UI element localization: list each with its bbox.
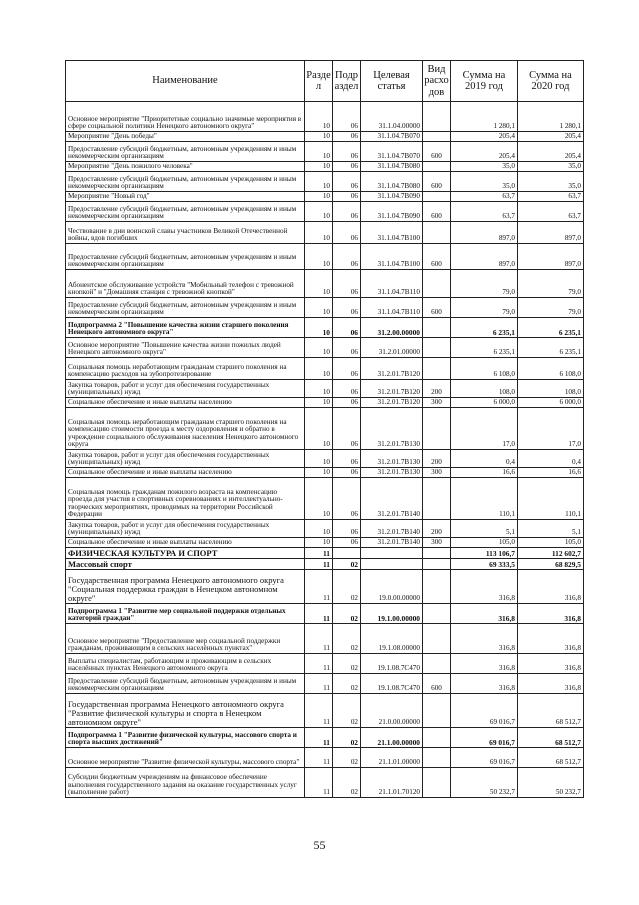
row-vid bbox=[423, 748, 451, 768]
row-podrazdel: 02 bbox=[333, 654, 361, 674]
row-vid bbox=[423, 132, 451, 142]
header-podrazdel: Подр аздел bbox=[333, 61, 361, 102]
table-row bbox=[66, 244, 584, 270]
row-razdel: 10 bbox=[305, 298, 333, 318]
row-name: Социальное обеспечение и иные выплаты населению bbox=[66, 398, 305, 408]
row-name: Основное мероприятие "Повышение качества жизни пожилых людей Ненецкого автономного округа" bbox=[66, 338, 305, 358]
row-podrazdel: 02 bbox=[333, 674, 361, 694]
row-target: 31.1.04.7В110 bbox=[361, 298, 423, 318]
header-sum-2019: Сумма на 2019 год bbox=[451, 61, 518, 102]
row-target: 31.2.01.7В140 bbox=[361, 538, 423, 548]
row-target: 31.2.00.00000 bbox=[361, 318, 423, 338]
row-sum-2019: 6 108,0 bbox=[451, 358, 518, 380]
row-sum-2019: 113 106,7 bbox=[451, 548, 518, 559]
table-row bbox=[66, 172, 584, 192]
table-row bbox=[66, 624, 584, 654]
table-row bbox=[66, 674, 584, 694]
row-razdel: 10 bbox=[305, 162, 333, 172]
row-name: Социальная помощь неработающим гражданам старшего поколения на компенсацию расходов на зубопротезирование bbox=[66, 358, 305, 380]
row-target: 31.1.04.7В090 bbox=[361, 192, 423, 202]
row-podrazdel: 06 bbox=[333, 450, 361, 468]
row-podrazdel: 06 bbox=[333, 538, 361, 548]
row-sum-2020: 205,4 bbox=[518, 132, 584, 142]
row-target: 31.1.04.7В080 bbox=[361, 172, 423, 192]
header-name: Наименование bbox=[66, 61, 305, 102]
row-podrazdel: 06 bbox=[333, 520, 361, 538]
row-name: Абонентское обслуживание устройств "Мобильный телефон с тревожной кнопкой" и "Домашняя станция с тревожной кнопкой" bbox=[66, 270, 305, 298]
row-razdel: 11 bbox=[305, 654, 333, 674]
row-razdel: 10 bbox=[305, 338, 333, 358]
row-target: 19.1.08.00000 bbox=[361, 624, 423, 654]
row-vid bbox=[423, 338, 451, 358]
header-target: Целевая статья bbox=[361, 61, 423, 102]
row-vid bbox=[423, 570, 451, 604]
row-target: 31.1.04.7В100 bbox=[361, 222, 423, 244]
row-vid bbox=[423, 162, 451, 172]
row-razdel: 11 bbox=[305, 674, 333, 694]
row-podrazdel: 06 bbox=[333, 380, 361, 398]
row-sum-2020: 17,0 bbox=[518, 408, 584, 450]
row-target: 31.1.04.00000 bbox=[361, 102, 423, 132]
table-row bbox=[66, 338, 584, 358]
row-name: Подпрограмма 1 "Развитие физической культуры, массового спорта и спорта высших достижений" bbox=[66, 728, 305, 748]
row-razdel: 10 bbox=[305, 380, 333, 398]
table-body bbox=[66, 102, 584, 798]
table-row bbox=[66, 570, 584, 604]
row-target: 31.2.01.7В130 bbox=[361, 468, 423, 478]
row-vid bbox=[423, 728, 451, 748]
row-target: 31.1.04.7В070 bbox=[361, 142, 423, 162]
row-podrazdel: 06 bbox=[333, 270, 361, 298]
row-vid: 600 bbox=[423, 202, 451, 222]
row-vid: 300 bbox=[423, 398, 451, 408]
table-row bbox=[66, 318, 584, 338]
row-sum-2020: 110,1 bbox=[518, 478, 584, 520]
row-sum-2020: 897,0 bbox=[518, 222, 584, 244]
row-sum-2020: 50 232,7 bbox=[518, 768, 584, 798]
row-podrazdel: 02 bbox=[333, 768, 361, 798]
row-podrazdel: 02 bbox=[333, 748, 361, 768]
row-sum-2019: 69 016,7 bbox=[451, 728, 518, 748]
row-name: Мероприятие "День победы" bbox=[66, 132, 305, 142]
row-target: 19.1.08.7С470 bbox=[361, 674, 423, 694]
row-razdel: 11 bbox=[305, 694, 333, 728]
row-podrazdel: 06 bbox=[333, 162, 361, 172]
row-sum-2019: 79,0 bbox=[451, 298, 518, 318]
row-sum-2019: 16,6 bbox=[451, 468, 518, 478]
row-podrazdel: 06 bbox=[333, 298, 361, 318]
row-sum-2019: 79,0 bbox=[451, 270, 518, 298]
row-razdel: 11 bbox=[305, 768, 333, 798]
row-vid bbox=[423, 654, 451, 674]
row-target: 31.1.04.7В070 bbox=[361, 132, 423, 142]
row-sum-2019: 6 235,1 bbox=[451, 318, 518, 338]
row-vid bbox=[423, 768, 451, 798]
row-sum-2020: 6 108,0 bbox=[518, 358, 584, 380]
row-name: Основное мероприятие "Развитие физической культуры, массового спорта" bbox=[66, 748, 305, 768]
row-sum-2020: 68 512,7 bbox=[518, 748, 584, 768]
row-target bbox=[361, 559, 423, 570]
table-row bbox=[66, 398, 584, 408]
row-sum-2019: 6 000,0 bbox=[451, 398, 518, 408]
row-vid: 600 bbox=[423, 298, 451, 318]
row-sum-2019: 63,7 bbox=[451, 202, 518, 222]
row-vid: 300 bbox=[423, 468, 451, 478]
row-name: Социальная помощь неработающим гражданам старшего поколения на компенсацию стоимости проезда к месту оздоровления и обратно в учреждение социального обслуживания населения Ненецкого автономного округа bbox=[66, 408, 305, 450]
row-sum-2020: 0,4 bbox=[518, 450, 584, 468]
row-name: Подпрограмма 1 "Развитие мер социальной поддержки отдельных категорий граждан" bbox=[66, 604, 305, 624]
row-podrazdel: 02 bbox=[333, 694, 361, 728]
row-sum-2019: 35,0 bbox=[451, 172, 518, 192]
row-sum-2019: 17,0 bbox=[451, 408, 518, 450]
row-name: Субсидии бюджетным учреждениям на финансовое обеспечение выполнения государственного задания на оказание государственных услуг (выполнение работ) bbox=[66, 768, 305, 798]
row-sum-2020: 79,0 bbox=[518, 270, 584, 298]
row-vid bbox=[423, 102, 451, 132]
row-podrazdel: 06 bbox=[333, 318, 361, 338]
row-sum-2020: 1 280,1 bbox=[518, 102, 584, 132]
row-podrazdel: 06 bbox=[333, 142, 361, 162]
row-podrazdel: 06 bbox=[333, 468, 361, 478]
row-target: 21.0.00.00000 bbox=[361, 694, 423, 728]
row-sum-2019: 897,0 bbox=[451, 244, 518, 270]
row-name: Предоставление субсидий бюджетным, автономным учреждениям и иным некоммерческим организациям bbox=[66, 298, 305, 318]
table-row bbox=[66, 132, 584, 142]
row-name: Государственная программа Ненецкого автономного округа "Социальная поддержка граждан в Ненецком автономном округе" bbox=[66, 570, 305, 604]
row-target bbox=[361, 548, 423, 559]
row-sum-2020: 205,4 bbox=[518, 142, 584, 162]
row-name: Выплаты специалистам, работающим и проживающим в сельских населённых пунктах Ненецкого автономного округа bbox=[66, 654, 305, 674]
row-name: Предоставление субсидий бюджетным, автономным учреждениям и иным некоммерческим организациям bbox=[66, 202, 305, 222]
table-row bbox=[66, 380, 584, 398]
row-sum-2020: 897,0 bbox=[518, 244, 584, 270]
table-row bbox=[66, 538, 584, 548]
row-razdel: 10 bbox=[305, 318, 333, 338]
table-row bbox=[66, 222, 584, 244]
row-sum-2020: 68 512,7 bbox=[518, 728, 584, 748]
table-row bbox=[66, 162, 584, 172]
row-name: Мероприятие "День пожилого человека" bbox=[66, 162, 305, 172]
row-sum-2019: 69 333,5 bbox=[451, 559, 518, 570]
row-target: 31.2.01.7В120 bbox=[361, 380, 423, 398]
row-razdel: 10 bbox=[305, 450, 333, 468]
row-sum-2019: 63,7 bbox=[451, 192, 518, 202]
row-razdel: 11 bbox=[305, 604, 333, 624]
row-name: Предоставление субсидий бюджетным, автономным учреждениям и иным некоммерческим организациям bbox=[66, 244, 305, 270]
row-vid bbox=[423, 624, 451, 654]
table-row bbox=[66, 728, 584, 748]
row-razdel: 10 bbox=[305, 222, 333, 244]
row-vid: 200 bbox=[423, 520, 451, 538]
row-target: 31.1.04.7В090 bbox=[361, 202, 423, 222]
row-podrazdel: 06 bbox=[333, 172, 361, 192]
row-vid bbox=[423, 358, 451, 380]
row-sum-2020: 6 235,1 bbox=[518, 318, 584, 338]
row-vid: 300 bbox=[423, 538, 451, 548]
row-vid: 600 bbox=[423, 142, 451, 162]
row-target: 31.2.01.7В120 bbox=[361, 398, 423, 408]
row-podrazdel: 06 bbox=[333, 358, 361, 380]
row-name: Основное мероприятие "Предоставление мер социальной поддержки гражданам, проживающим в сельских населённых пунктах" bbox=[66, 624, 305, 654]
row-vid: 200 bbox=[423, 450, 451, 468]
row-podrazdel bbox=[333, 548, 361, 559]
row-vid bbox=[423, 270, 451, 298]
row-sum-2020: 6 235,1 bbox=[518, 338, 584, 358]
header-razdel: Разде л bbox=[305, 61, 333, 102]
row-sum-2020: 63,7 bbox=[518, 192, 584, 202]
row-sum-2020: 316,8 bbox=[518, 624, 584, 654]
table-row bbox=[66, 408, 584, 450]
row-target: 19.1.00.00000 bbox=[361, 604, 423, 624]
row-sum-2020: 316,8 bbox=[518, 604, 584, 624]
row-name: Закупка товаров, работ и услуг для обеспечения государственных (муниципальных) нужд bbox=[66, 450, 305, 468]
row-podrazdel: 06 bbox=[333, 202, 361, 222]
row-podrazdel: 02 bbox=[333, 559, 361, 570]
header-sum-2020: Сумма на 2020 год bbox=[518, 61, 584, 102]
row-target: 31.2.01.7В120 bbox=[361, 358, 423, 380]
row-podrazdel: 06 bbox=[333, 408, 361, 450]
row-vid bbox=[423, 694, 451, 728]
row-vid bbox=[423, 559, 451, 570]
table-row bbox=[66, 298, 584, 318]
row-name: ФИЗИЧЕСКАЯ КУЛЬТУРА И СПОРТ bbox=[66, 548, 305, 559]
row-name: Социальное обеспечение и иные выплаты населению bbox=[66, 468, 305, 478]
row-vid bbox=[423, 222, 451, 244]
row-name: Закупка товаров, работ и услуг для обеспечения государственных (муниципальных) нужд bbox=[66, 520, 305, 538]
table-row bbox=[66, 102, 584, 132]
row-razdel: 11 bbox=[305, 728, 333, 748]
table-row bbox=[66, 468, 584, 478]
page-number: 55 bbox=[313, 838, 326, 852]
row-name: Мероприятие "Новый год" bbox=[66, 192, 305, 202]
row-target: 31.2.01.7В140 bbox=[361, 478, 423, 520]
row-sum-2020: 112 602,7 bbox=[518, 548, 584, 559]
table-row bbox=[66, 768, 584, 798]
row-name: Закупка товаров, работ и услуг для обеспечения государственных (муниципальных) нужд bbox=[66, 380, 305, 398]
row-sum-2019: 6 235,1 bbox=[451, 338, 518, 358]
row-name: Предоставление субсидий бюджетным, автономным учреждениям и иным некоммерческим организациям bbox=[66, 142, 305, 162]
row-target: 31.1.04.7В100 bbox=[361, 244, 423, 270]
row-razdel: 10 bbox=[305, 398, 333, 408]
row-podrazdel: 02 bbox=[333, 604, 361, 624]
row-name: Основное мероприятие "Приоритетные социально значимые мероприятия в сфере социальной политики Ненецкого автономного округа" bbox=[66, 102, 305, 132]
row-podrazdel: 06 bbox=[333, 132, 361, 142]
table-row bbox=[66, 142, 584, 162]
row-name: Социальная помощь гражданам пожилого возраста на компенсацию проезда для участия в спортивных соревнованиях и интеллектуально-творческих мероприятиях, проводимых на территории Российской Федерации bbox=[66, 478, 305, 520]
table-row bbox=[66, 604, 584, 624]
table-row bbox=[66, 548, 584, 559]
row-podrazdel: 06 bbox=[333, 478, 361, 520]
row-name: Предоставление субсидий бюджетным, автономным учреждениям и иным некоммерческим организациям bbox=[66, 172, 305, 192]
row-sum-2019: 69 016,7 bbox=[451, 694, 518, 728]
row-target: 21.1.01.00000 bbox=[361, 748, 423, 768]
table-row bbox=[66, 192, 584, 202]
row-target: 31.1.04.7В110 bbox=[361, 270, 423, 298]
row-sum-2019: 316,8 bbox=[451, 674, 518, 694]
row-vid: 600 bbox=[423, 244, 451, 270]
row-razdel: 11 bbox=[305, 624, 333, 654]
row-razdel: 10 bbox=[305, 408, 333, 450]
row-podrazdel: 06 bbox=[333, 102, 361, 132]
row-vid bbox=[423, 318, 451, 338]
table-row bbox=[66, 748, 584, 768]
row-sum-2019: 105,0 bbox=[451, 538, 518, 548]
table-row bbox=[66, 520, 584, 538]
row-razdel: 11 bbox=[305, 570, 333, 604]
row-sum-2020: 316,8 bbox=[518, 674, 584, 694]
row-target: 21.1.00.00000 bbox=[361, 728, 423, 748]
row-vid bbox=[423, 408, 451, 450]
row-target: 19.0.00.00000 bbox=[361, 570, 423, 604]
row-target: 21.1.01.70120 bbox=[361, 768, 423, 798]
row-sum-2020: 35,0 bbox=[518, 172, 584, 192]
row-razdel: 11 bbox=[305, 548, 333, 559]
row-target: 19.1.08.7С470 bbox=[361, 654, 423, 674]
row-razdel: 11 bbox=[305, 559, 333, 570]
row-sum-2019: 50 232,7 bbox=[451, 768, 518, 798]
table-row bbox=[66, 450, 584, 468]
row-razdel: 10 bbox=[305, 132, 333, 142]
table-row bbox=[66, 559, 584, 570]
row-razdel: 10 bbox=[305, 244, 333, 270]
table-row bbox=[66, 202, 584, 222]
row-name: Государственная программа Ненецкого автономного округа "Развитие физической культуры и спорта в Ненецком автономном округе" bbox=[66, 694, 305, 728]
row-vid bbox=[423, 604, 451, 624]
row-sum-2019: 0,4 bbox=[451, 450, 518, 468]
row-sum-2019: 69 016,7 bbox=[451, 748, 518, 768]
row-target: 31.2.01.7В130 bbox=[361, 408, 423, 450]
row-sum-2020: 316,8 bbox=[518, 654, 584, 674]
row-name: Социальное обеспечение и иные выплаты населению bbox=[66, 538, 305, 548]
row-sum-2019: 1 280,1 bbox=[451, 102, 518, 132]
row-razdel: 10 bbox=[305, 478, 333, 520]
table-row bbox=[66, 654, 584, 674]
row-vid: 600 bbox=[423, 674, 451, 694]
budget-table bbox=[65, 60, 584, 798]
row-target: 31.2.01.00000 bbox=[361, 338, 423, 358]
row-vid bbox=[423, 478, 451, 520]
row-sum-2019: 205,4 bbox=[451, 142, 518, 162]
row-sum-2020: 316,8 bbox=[518, 570, 584, 604]
row-sum-2020: 6 000,0 bbox=[518, 398, 584, 408]
row-sum-2019: 316,8 bbox=[451, 654, 518, 674]
row-sum-2020: 68 829,5 bbox=[518, 559, 584, 570]
row-podrazdel: 02 bbox=[333, 624, 361, 654]
row-razdel: 10 bbox=[305, 538, 333, 548]
row-podrazdel: 06 bbox=[333, 222, 361, 244]
table-row bbox=[66, 694, 584, 728]
row-podrazdel: 06 bbox=[333, 398, 361, 408]
row-sum-2019: 205,4 bbox=[451, 132, 518, 142]
row-name: Чествование в дни воинской славы участников Великой Отечественной войны, вдов погибших bbox=[66, 222, 305, 244]
row-sum-2019: 316,8 bbox=[451, 570, 518, 604]
row-sum-2020: 5,1 bbox=[518, 520, 584, 538]
row-razdel: 10 bbox=[305, 358, 333, 380]
row-razdel: 10 bbox=[305, 520, 333, 538]
row-sum-2019: 316,8 bbox=[451, 604, 518, 624]
table-row bbox=[66, 478, 584, 520]
row-vid: 600 bbox=[423, 172, 451, 192]
row-podrazdel: 06 bbox=[333, 192, 361, 202]
row-name: Массовый спорт bbox=[66, 559, 305, 570]
row-name: Предоставление субсидий бюджетным, автономным учреждениям и иным некоммерческим организациям bbox=[66, 674, 305, 694]
row-razdel: 11 bbox=[305, 748, 333, 768]
table-row bbox=[66, 358, 584, 380]
row-razdel: 10 bbox=[305, 192, 333, 202]
row-podrazdel: 06 bbox=[333, 338, 361, 358]
row-podrazdel: 06 bbox=[333, 244, 361, 270]
row-sum-2019: 897,0 bbox=[451, 222, 518, 244]
row-sum-2020: 35,0 bbox=[518, 162, 584, 172]
table-header-row bbox=[66, 61, 584, 102]
header-vid: Вид расхо дов bbox=[423, 61, 451, 102]
row-sum-2020: 105,0 bbox=[518, 538, 584, 548]
row-sum-2020: 79,0 bbox=[518, 298, 584, 318]
row-sum-2019: 110,1 bbox=[451, 478, 518, 520]
row-vid bbox=[423, 192, 451, 202]
row-razdel: 10 bbox=[305, 172, 333, 192]
row-target: 31.2.01.7В130 bbox=[361, 450, 423, 468]
row-sum-2019: 35,0 bbox=[451, 162, 518, 172]
row-name: Подпрограмма 2 "Повышение качества жизни старшего поколения Ненецкого автономного округа" bbox=[66, 318, 305, 338]
row-sum-2020: 108,0 bbox=[518, 380, 584, 398]
row-vid: 200 bbox=[423, 380, 451, 398]
row-razdel: 10 bbox=[305, 102, 333, 132]
row-podrazdel: 02 bbox=[333, 728, 361, 748]
row-razdel: 10 bbox=[305, 270, 333, 298]
row-razdel: 10 bbox=[305, 142, 333, 162]
row-sum-2020: 16,6 bbox=[518, 468, 584, 478]
table-row bbox=[66, 270, 584, 298]
row-razdel: 10 bbox=[305, 468, 333, 478]
row-sum-2019: 108,0 bbox=[451, 380, 518, 398]
row-target: 31.1.04.7В080 bbox=[361, 162, 423, 172]
row-sum-2020: 63,7 bbox=[518, 202, 584, 222]
row-sum-2020: 68 512,7 bbox=[518, 694, 584, 728]
row-razdel: 10 bbox=[305, 202, 333, 222]
row-podrazdel: 02 bbox=[333, 570, 361, 604]
row-sum-2019: 5,1 bbox=[451, 520, 518, 538]
row-target: 31.2.01.7В140 bbox=[361, 520, 423, 538]
row-vid bbox=[423, 548, 451, 559]
row-sum-2019: 316,8 bbox=[451, 624, 518, 654]
